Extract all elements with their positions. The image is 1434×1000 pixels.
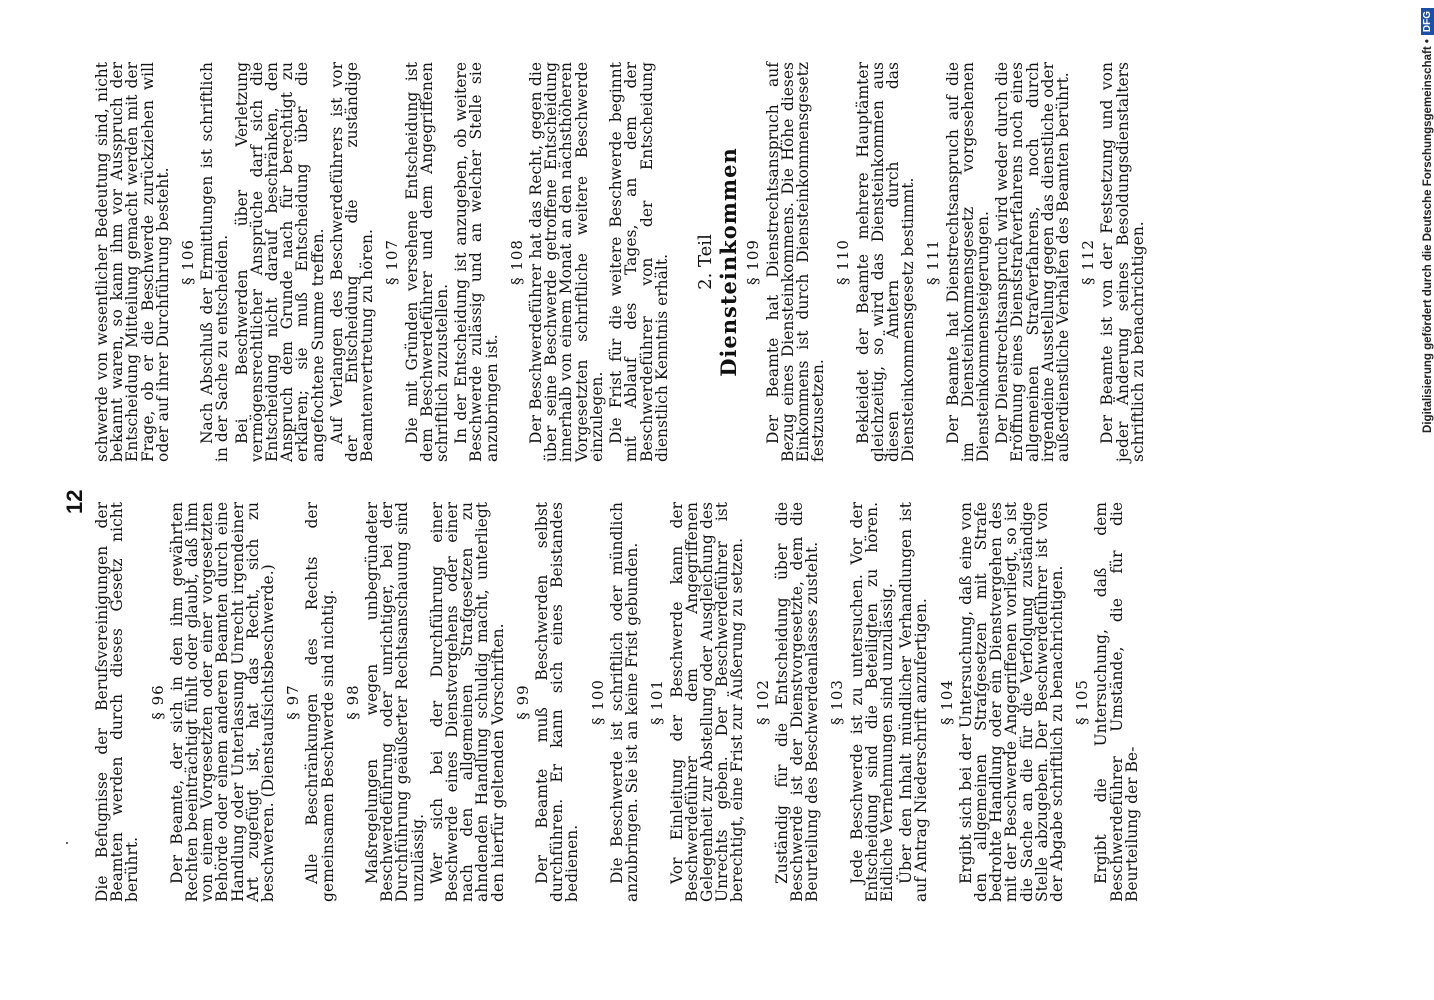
paragraph: Auf Verlangen des Beschwerdeführers ist vor der Entscheidung die zuständige Beamtenvertretung zu hören.: [327, 62, 377, 462]
scan-speck: [66, 842, 68, 844]
paragraph: Der Beschwerdeführer hat das Recht, gegen die über seine Beschwerde getroffene Entscheidung innerhalb von einem Monat an den nächsthöheren Vorgesetzten schriftliche weitere Beschwerde einzulegen.: [527, 62, 606, 462]
section-heading: § 104: [937, 679, 956, 725]
section-heading: § 98: [343, 684, 362, 720]
paragraph: Die mit Gründen versehene Entscheidung ist dem Beschwerdeführer und dem Angegriffenen schriftlich zuzustellen.: [402, 62, 452, 462]
paragraph: schwerde von wesentlicher Bedeutung sind, nicht bekannt waren, so kann ihm vor Ausspruch der Entscheidung Mitteilung gemacht werden mit der Frage, ob er die Beschwerde zurückziehen will oder auf ihrer Durchführung besteht.: [93, 62, 172, 462]
paragraph: Bekleidet der Beamte mehrere Hauptämter gleichzeitig, so wird das Diensteinkommen aus diesen Ämtern durch das Diensteinkommensgesetz bestimmt.: [853, 62, 918, 462]
section-heading: § 112: [1079, 239, 1098, 285]
paragraph: Der Beamte muß Beschwerden selbst durchführen. Er kann sich eines Beistandes bedienen.: [533, 502, 582, 902]
section-heading: § 103: [828, 679, 847, 725]
paragraph: Der Dienstrechtsanspruch wird weder durch die Eröffnung eines Dienststrafverfahrens noch eines allgemeinen Strafverfahrens, noch durch irgendeine Ausstellung gegen das dienstliche oder außerdienstliche Verhalten des Beamten berührt.: [993, 62, 1072, 462]
paragraph: Bei Beschwerden über Verletzung vermögensrechtlicher Ansprüche darf sich die Entscheidung nicht darauf beschränken, den Anspruch dem Grunde nach für berechtigt zu erklären; sie muß Entscheidung über die angefochtene Summe treffen.: [232, 62, 327, 462]
section-heading: § 100: [588, 679, 607, 725]
paragraph: Jede Beschwerde ist zu untersuchen. Vor der Entscheidung sind die Beteiligten zu hören. Eidliche Vernehmungen sind unzulässig.: [847, 502, 896, 902]
paragraph: Maßregelungen wegen unbegründeter Beschwerdeführung oder unrichtiger, bei der Durchführung geäußerter Rechtsanschauung sind unzulässig.: [363, 502, 427, 902]
paragraph: Die Frist für die weitere Beschwerde beginnt mit Ablauf des Tages, an dem der Beschwerdeführer von der Entscheidung dienstlich Kenntnis erhält.: [607, 62, 671, 462]
paragraph: Die Befugnisse der Berufsvereinigungen der Beamten werden durch dieses Gesetz nicht berührt.: [93, 502, 142, 902]
section-heading: § 108: [507, 239, 526, 285]
section-heading: § 105: [1073, 679, 1092, 725]
section-heading: § 109: [744, 239, 763, 285]
credit-text: Digitalisierung gefördert durch die Deutsche Forschungsgemeinschaft •: [1422, 39, 1434, 433]
chapter-title: Diensteinkommen: [716, 147, 742, 377]
paragraph: In der Entscheidung ist anzugeben, ob weitere Beschwerde zulässig und an welcher Stelle sie anzubringen ist.: [452, 62, 501, 462]
section-heading: § 111: [924, 239, 943, 285]
section-heading: § 99: [513, 684, 532, 720]
paragraph: Nach Abschluß der Ermittlungen ist schriftlich in der Sache zu entscheiden.: [198, 62, 232, 462]
paragraph: Vor Einleitung der Beschwerde kann der Beschwerdeführer dem Angegriffenen Gelegenheit zur Abstellung oder Ausgleichung des Unrechts geben. Der Beschwerdeführer ist berechtigt, eine Frist zur Äußerung zu setzen.: [667, 502, 747, 902]
left-text-column: [95, 502, 1144, 902]
section-heading: § 110: [834, 239, 853, 285]
digitization-credit: [1418, 8, 1434, 993]
paragraph: Der Beamte ist von der Festsetzung und von jeder Änderung seines Besoldungsdienstalters schriftlich zu benachrichtigen.: [1098, 62, 1147, 462]
dfg-logo: DFG: [1421, 8, 1434, 35]
section-heading: § 107: [383, 239, 402, 285]
page-number: 12: [62, 489, 87, 514]
paragraph: Ergibt sich bei der Untersuchung, daß eine von den allgemeinen Strafgesetzen mit Strafe bedrohte Handlung oder ein Dienstvergehen des mit der Beschwerde Angegriffenen vorliegt, so ist die Sache an die für die Verfolgung zuständige Stelle abzugeben. Der Beschwerdeführer ist von der Abgabe schriftlich zu benachrichtigen.: [956, 502, 1066, 902]
paragraph: Alle Beschränkungen des Rechts der gemeinsamen Beschwerde sind nichtig.: [303, 502, 337, 902]
section-heading: § 106: [179, 239, 198, 285]
paragraph: Die Beschwerde ist schriftlich oder mündlich anzubringen. Sie ist an keine Frist gebunden.: [607, 502, 642, 902]
paragraph: Wer sich bei der Durchführung einer Beschwerde eines Dienstvergehens oder einer nach den allgemeinen Strafgesetzen zu ahndenden Handlung schuldig macht, unterliegt den hierfür geltenden Vorschriften.: [427, 502, 507, 902]
section-heading: § 102: [753, 679, 772, 725]
paragraph: Ergibt die Untersuchung, daß dem Beschwerdeführer Umstände, die für die Beurteilung der Be-: [1092, 502, 1141, 902]
paragraph: Der Beamte hat Dienstrechtsanspruch auf die im Diensteinkommensgesetz vorgesehenen Diensteinkommensteigerungen.: [943, 62, 992, 462]
paragraph: Der Beamte, der sich in den ihm gewährten Rechten beeinträchtigt fühlt oder glaubt, daß ihm von einem Vorgesetzten oder einer vorgesetzten Behörde oder einem anderen Beamten durch eine Handlung oder Unterlassung Unrecht irgendeiner Art zugefügt ist, hat das Recht, sich zu beschweren. (Dienstaufsichtsbeschwerde.): [167, 502, 278, 902]
right-text-column: [95, 62, 1150, 462]
part-heading: 2. Teil: [694, 234, 716, 290]
section-heading: § 96: [148, 684, 167, 720]
section-heading: § 101: [648, 679, 667, 725]
paragraph: Der Beamte hat Dienstrechtsanspruch auf Bezug eines Diensteinkommens. Die Höhe dieses Einkommens ist durch Diensteinkommensgesetz festzusetzen.: [763, 62, 828, 462]
section-heading: § 97: [284, 684, 303, 720]
paragraph: Zuständig für die Entscheidung über die Beschwerde ist der Dienstvorgesetzte, dem die Beurteilung des Beschwerdeanlasses zusteht.: [772, 502, 822, 902]
paragraph: Über den Inhalt mündlicher Verhandlungen ist auf Antrag Niederschrift anzufertigen.: [897, 502, 931, 902]
